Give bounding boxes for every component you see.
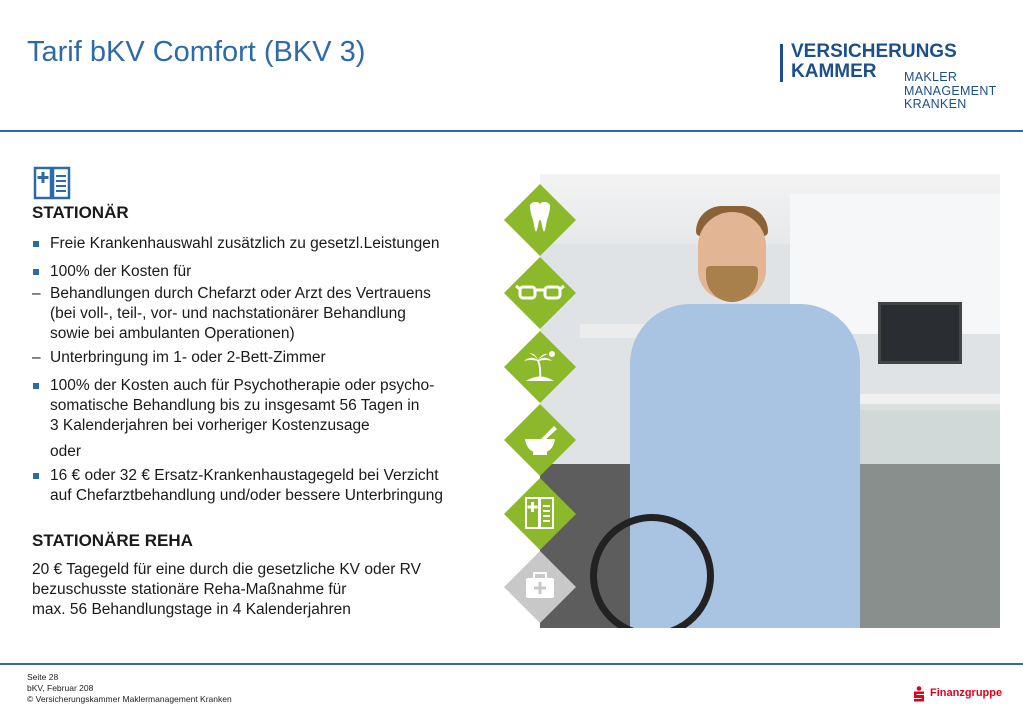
- bullet-square-icon: [33, 383, 39, 389]
- hospital-icon: [33, 166, 73, 200]
- reha-text: 20 € Tagegeld für eine durch die gesetzliche KV oder RV bezuschusste stationäre Reha-Maßnahme für max. 56 Behandlungstage in 4 Kalenderjahren: [32, 561, 421, 618]
- dash-marker: –: [32, 285, 41, 302]
- section-heading-reha: STATIONÄRE REHA: [32, 531, 193, 550]
- footer-rule: [0, 663, 1023, 665]
- finanzgruppe-text: Finanzgruppe: [930, 687, 1003, 699]
- list-item: Freie Krankenhauswahl zusätzlich zu gesetzl.Leistungen: [32, 234, 502, 254]
- footer: [27, 672, 232, 705]
- footer-page: Seite 28: [27, 672, 59, 682]
- bullet-square-icon: [33, 241, 39, 247]
- content: [32, 202, 502, 620]
- logo-line-1: VERSICHERUNGS: [791, 41, 957, 62]
- oder-text: oder: [50, 443, 82, 460]
- footer-date: bKV, Februar 208: [27, 683, 94, 693]
- logo-sub-2: MANAGEMENT: [904, 83, 997, 98]
- section-heading-stationaer: STATIONÄR: [32, 203, 129, 222]
- footer-copyright: © Versicherungskammer Maklermanagement Kranken: [27, 694, 232, 704]
- list-item: – Unterbringung im 1- oder 2-Bett-Zimmer: [32, 349, 326, 366]
- office-photo: [540, 174, 1000, 628]
- logo-bar: [780, 44, 783, 82]
- logo-line-2: KAMMER: [791, 61, 877, 82]
- header-rule: [0, 130, 1023, 132]
- bullet-square-icon: [33, 473, 39, 479]
- list-item: 100% der Kosten auch für Psychotherapie oder psycho- somatische Behandlung bis zu insgesamt 56 Tagen in 3 Kalenderjahren bei vorheriger Kostenzusage: [32, 376, 502, 436]
- logo-sub-3: KRANKEN: [904, 97, 967, 111]
- logo-sub-1: MAKLER: [904, 70, 958, 84]
- dash-marker: –: [32, 349, 41, 366]
- list-item: 100% der Kosten für: [32, 262, 502, 282]
- logo-subtitle: [904, 71, 997, 112]
- bullet-square-icon: [33, 269, 39, 275]
- page-title: Tarif bKV Comfort (BKV 3): [27, 36, 366, 68]
- list-item: – Behandlungen durch Chefarzt oder Arzt des Vertrauens (bei voll-, teil-, vor- und nachstationärer Behandlung sowie bei ambulanten Operationen): [32, 285, 431, 342]
- versicherungskammer-logo: [780, 42, 1010, 114]
- sparkasse-s-icon: [912, 686, 926, 702]
- list-item: 16 € oder 32 € Ersatz-Krankenhaustagegeld bei Verzicht auf Chefarztbehandlung und/oder bessere Unterbringung: [32, 466, 502, 506]
